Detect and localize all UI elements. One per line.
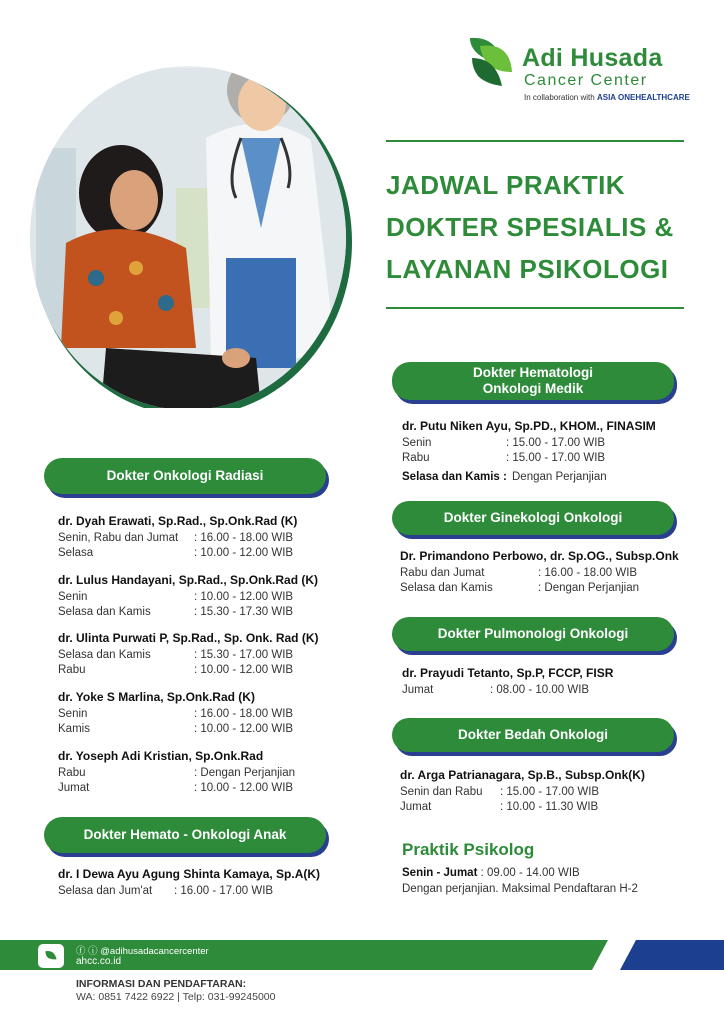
logo-name: Adi Husada [522, 44, 663, 72]
schedule-day: Rabu dan Jumat [400, 567, 485, 579]
psikolog-note: Dengan perjanjian. Maksimal Pendaftaran H-2 [402, 883, 638, 895]
schedule-day: Jumat [402, 684, 434, 696]
social-handle-text: @adihusadacancercenter [100, 946, 209, 957]
schedule-day: Selasa [58, 547, 94, 559]
section-hematologi [392, 362, 674, 400]
section-heading: Dokter Pulmonologi Onkologi [437, 626, 629, 641]
doctor-entry [402, 666, 613, 698]
title-bottom-rule [386, 307, 684, 309]
schedule-time: : 15.30 - 17.30 WIB [194, 606, 294, 618]
section-pulmonologi [392, 617, 674, 651]
section-heading: Dokter Bedah Onkologi [457, 727, 609, 742]
schedule-time: : 15.30 - 17.00 WIB [194, 649, 294, 661]
section-onkologi-radiasi [44, 458, 326, 494]
schedule-day: Senin [402, 437, 432, 449]
schedule-day: Jumat [58, 782, 90, 794]
schedule-time: : 10.00 - 12.00 WIB [194, 723, 294, 735]
schedule-day: Senin, Rabu dan Jumat [58, 532, 179, 544]
collab-prefix: In collaboration with [524, 93, 595, 102]
psikolog-day: Senin - Jumat [402, 867, 478, 879]
doctor-name: dr. Yoseph Adi Kristian, Sp.Onk.Rad [58, 749, 264, 763]
section-heading: Dokter Onkologi Radiasi [106, 468, 264, 483]
schedule-day: Selasa dan Kamis [58, 606, 151, 618]
doctor-entry [58, 514, 297, 561]
contact-info: WA: 0851 7422 6922 | Telp: 031-99245000 [76, 991, 276, 1003]
doctor-entry [58, 573, 318, 620]
section-bedah [392, 718, 674, 752]
schedule-time: : Dengan Perjanjian [538, 582, 640, 594]
leaf-app-icon [43, 948, 59, 964]
schedule-day: Rabu [58, 767, 86, 779]
doctor-name: dr. Arga Patrianagara, Sp.B., Subsp.Onk(K) [400, 768, 645, 782]
brand-logo [466, 30, 696, 110]
doctor-entry [58, 631, 318, 678]
logo-collaboration [524, 93, 690, 102]
logo-subtitle: Cancer Center [524, 72, 648, 89]
title-line-1: JADWAL PRAKTIK [386, 170, 626, 200]
doctor-name: dr. Yoke S Marlina, Sp.Onk.Rad (K) [58, 690, 255, 704]
schedule-time: Dengan Perjanjian [512, 471, 607, 483]
info-heading: INFORMASI DAN PENDAFTARAN: [76, 978, 247, 990]
section-ginekologi [392, 501, 674, 535]
social-handle[interactable] [76, 943, 209, 957]
doctor-name: dr. Ulinta Purwati P, Sp.Rad., Sp. Onk. Rad (K) [58, 631, 319, 645]
photo-illustration [26, 28, 356, 408]
schedule-time: : Dengan Perjanjian [194, 767, 296, 779]
website-link[interactable]: ahcc.co.id [76, 956, 122, 967]
section-heading: Dokter Ginekologi Onkologi [443, 510, 623, 525]
schedule-time: : 10.00 - 11.30 WIB [500, 801, 599, 813]
schedule-time: : 10.00 - 12.00 WIB [194, 591, 294, 603]
section-heading: Dokter Hemato - Onkologi Anak [83, 827, 287, 842]
app-icon [38, 944, 64, 968]
leaf-logo-icon [466, 32, 516, 88]
doctor-entry [58, 690, 293, 737]
schedule-day: Rabu [402, 452, 430, 464]
schedule-day: Kamis [58, 723, 90, 735]
schedule-time: : 16.00 - 18.00 WIB [538, 567, 638, 579]
schedule-day: Selasa dan Jum'at [58, 885, 153, 897]
doctor-entry [58, 749, 295, 796]
doctor-patient-photo [26, 28, 356, 408]
doctor-name: dr. Dyah Erawati, Sp.Rad., Sp.Onk.Rad (K) [58, 514, 298, 528]
section-hemato-anak [44, 817, 326, 853]
schedule-time: : 16.00 - 17.00 WIB [174, 885, 274, 897]
schedule-day: Selasa dan Kamis : [402, 471, 507, 483]
schedule-day: Senin dan Rabu [400, 786, 483, 798]
doctor-entry [402, 419, 656, 485]
collab-brand: ASIA ONEHEALTHCARE [596, 93, 690, 102]
schedule-time: : 15.00 - 17.00 WIB [500, 786, 600, 798]
title-top-rule [386, 140, 684, 142]
schedule-day: Senin [58, 591, 88, 603]
doctor-name: dr. Putu Niken Ayu, Sp.PD., KHOM., FINASIM [402, 419, 656, 433]
psikolog-heading: Praktik Psikolog [402, 840, 535, 859]
schedule-time: : 15.00 - 17.00 WIB [506, 452, 606, 464]
section-heading-line2: Onkologi Medik [482, 381, 584, 396]
social-icons: ⓕ ⓘ [76, 946, 101, 957]
psikolog-schedule [402, 867, 580, 879]
doctor-entry [400, 768, 645, 815]
schedule-time: : 10.00 - 12.00 WIB [194, 664, 294, 676]
doctor-entry [400, 549, 679, 596]
schedule-time: : 15.00 - 17.00 WIB [506, 437, 606, 449]
schedule-day: Jumat [400, 801, 432, 813]
schedule-day: Selasa dan Kamis [58, 649, 151, 661]
schedule-time: : 16.00 - 18.00 WIB [194, 708, 294, 720]
doctor-name: dr. Lulus Handayani, Sp.Rad., Sp.Onk.Rad (K) [58, 573, 319, 587]
doctor-name: dr. Prayudi Tetanto, Sp.P, FCCP, FISR [402, 666, 614, 680]
schedule-time: : 10.00 - 12.00 WIB [194, 782, 294, 794]
schedule-time: : 08.00 - 10.00 WIB [490, 684, 590, 696]
doctor-entry [58, 867, 320, 899]
schedule-time: : 10.00 - 12.00 WIB [194, 547, 294, 559]
title-line-3: LAYANAN PSIKOLOGI [386, 254, 669, 284]
section-heading-line1: Dokter Hematologi [472, 365, 594, 380]
psikolog-time: : 09.00 - 14.00 WIB [480, 867, 580, 879]
title-line-2: DOKTER SPESIALIS & [386, 212, 674, 242]
doctor-name: Dr. Primandono Perbowo, dr. Sp.OG., Subsp.Onk [400, 549, 679, 563]
schedule-day: Senin [58, 708, 88, 720]
schedule-time: : 16.00 - 18.00 WIB [194, 532, 294, 544]
doctor-name: dr. I Dewa Ayu Agung Shinta Kamaya, Sp.A(K) [58, 867, 321, 881]
schedule-day: Selasa dan Kamis [400, 582, 493, 594]
schedule-day: Rabu [58, 664, 86, 676]
